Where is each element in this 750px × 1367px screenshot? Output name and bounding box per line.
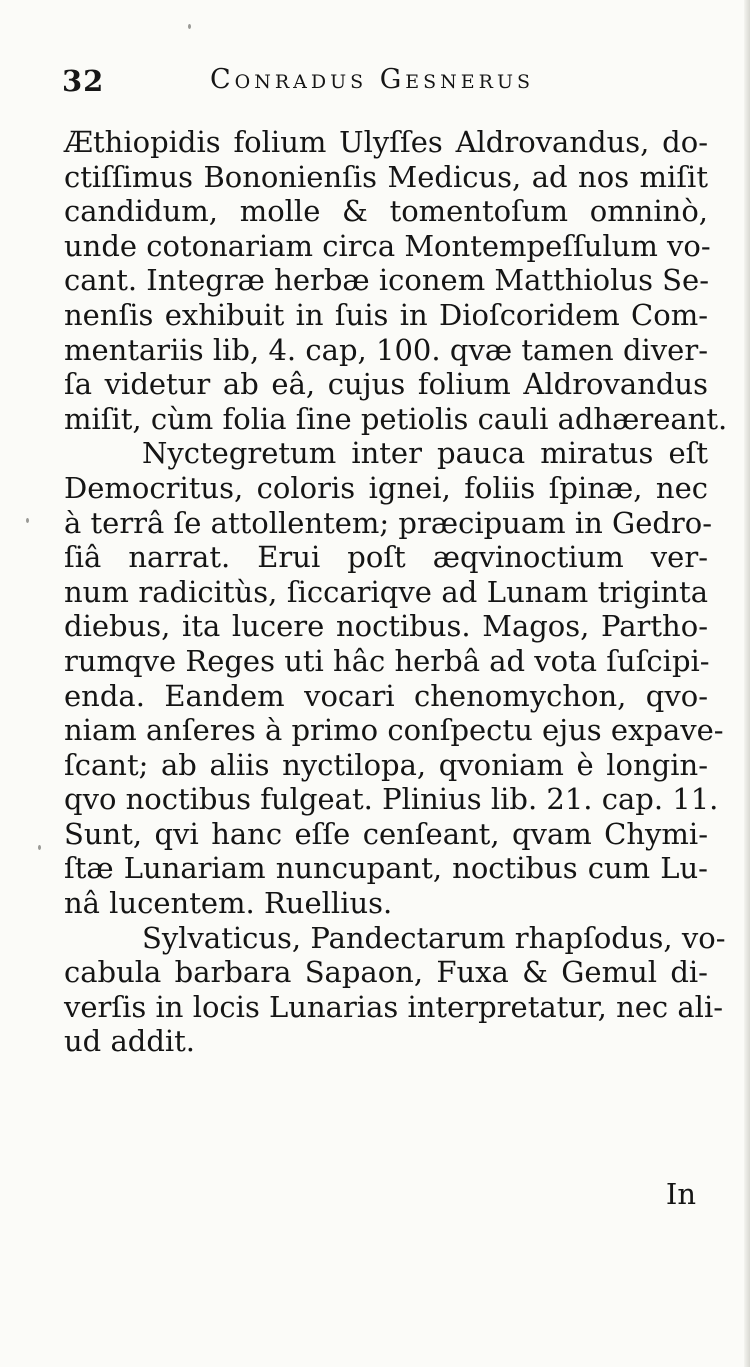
text-line: cant. Integræ herbæ iconem Matthiolus Se-: [64, 263, 710, 298]
text-line: rumqve Reges uti hâc herbâ ad vota ſuſcipi-: [64, 643, 710, 678]
text-line: niam anſeres à primo conſpectu ejus expave-: [64, 713, 724, 748]
page-header: [62, 64, 682, 114]
ink-speck: [26, 518, 29, 523]
text-line: unde cotonariam circa Montempeſſulum vo-: [64, 228, 711, 263]
text-line: mentariis lib, 4. cap, 100. qvæ tamen diver-: [64, 332, 708, 367]
text-line: diebus, ita lucere noctibus. Magos, Partho-: [64, 609, 708, 644]
text-line: ctiſſimus Bononienſis Medicus, ad nos miſit: [64, 159, 708, 194]
text-line: Sunt, qvi hanc eſſe cenſeant, qvam Chymi-: [64, 816, 708, 851]
page-edge-shadow: [744, 0, 750, 1367]
text-line: candidum, molle & tomentoſum omninò,: [64, 194, 708, 229]
text-line: ſa videtur ab eâ, cujus folium Aldrovandus: [64, 367, 708, 402]
text-line: nâ lucentem. Ruellius.: [64, 886, 393, 921]
text-line: num radicitùs, ſiccariqve ad Lunam triginta: [64, 574, 708, 609]
ink-speck: [188, 24, 191, 29]
text-line: enda. Eandem vocari chenomychon, qvo-: [64, 678, 708, 713]
text-line: miſit, cùm folia ſine petiolis cauli adhæreant.: [64, 401, 728, 436]
text-line: qvo noctibus fulgeat. Plinius lib. 21. cap. 11.: [64, 782, 719, 817]
catchword: In: [665, 1177, 696, 1211]
text-line: nenſis exhibuit in ſuis in Dioſcoridem Com-: [64, 297, 708, 332]
text-line: ſiâ narrat. Erui poſt æqvinoctium ver-: [64, 540, 708, 575]
text-line: ſtæ Lunariam nuncupant, noctibus cum Lu-: [64, 851, 708, 886]
body-text: [64, 125, 728, 1059]
text-line: ſcant; ab aliis nyctilopa, qvoniam è longin-: [64, 747, 708, 782]
text-line: ud addit.: [64, 1024, 196, 1059]
ink-speck: [38, 845, 41, 850]
paragraph-start-line: Sylvaticus, Pandectarum rhapſodus, vo-: [142, 920, 726, 955]
page-number: 32: [62, 64, 105, 98]
text-line: Democritus, coloris ignei, foliis ſpinæ, nec: [64, 470, 708, 505]
text-line: Æthiopidis folium Ulyſſes Aldrovandus, do-: [64, 125, 708, 159]
paragraph-start-line: Nyctegretum inter pauca miratus eſt: [142, 436, 708, 471]
text-line: cabula barbara Sapaon, Fuxa & Gemul di-: [64, 955, 708, 990]
text-line: verſis in locis Lunarias interpretatur, nec ali-: [64, 989, 724, 1024]
running-title: Conradus Gesnerus: [210, 64, 535, 95]
text-line: à terrâ ſe attollentem; præcipuam in Gedro-: [64, 505, 713, 540]
